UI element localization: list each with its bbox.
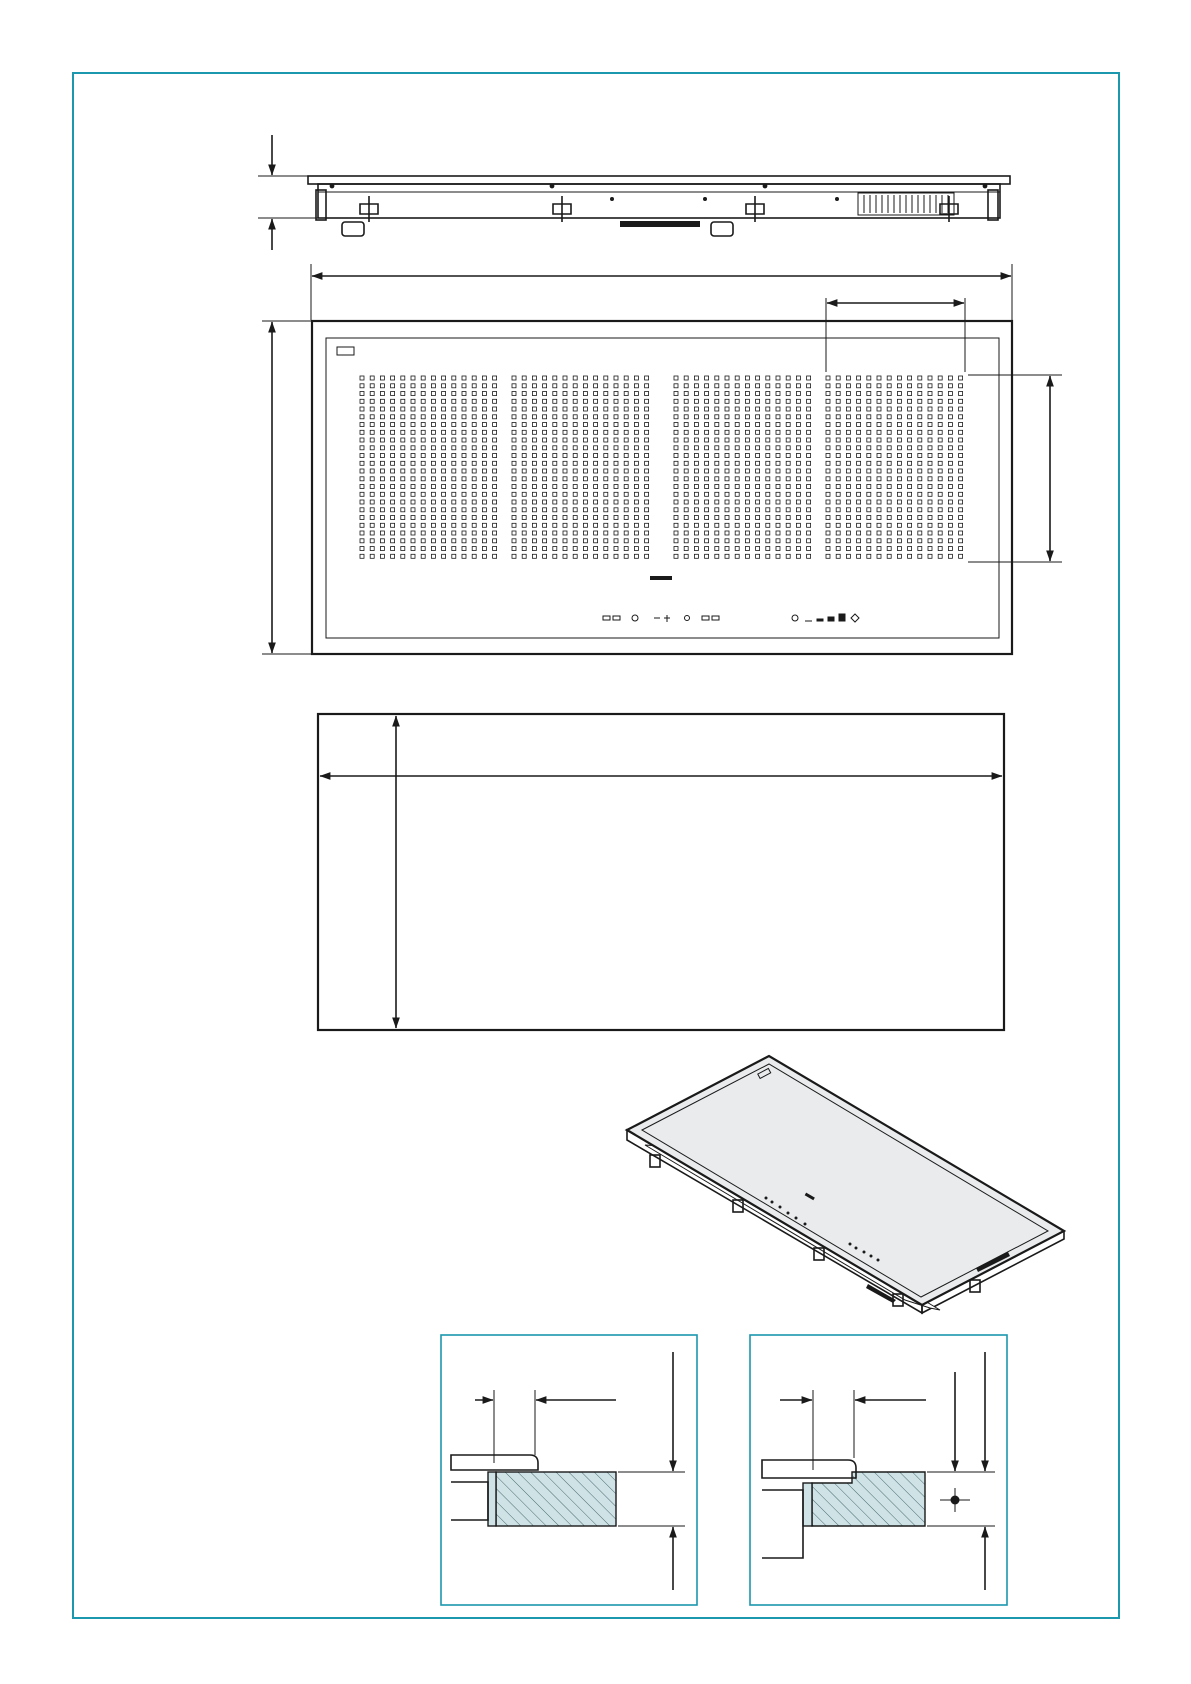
cooking-zone	[674, 376, 811, 558]
cooking-zone	[360, 376, 497, 558]
cooking-zone	[826, 376, 963, 558]
sheet-frame	[73, 73, 1119, 1618]
perspective-view	[627, 1056, 1064, 1313]
induction-zones-grid	[360, 376, 963, 558]
depth-dimension	[262, 321, 312, 654]
zone-width-dimension	[826, 298, 965, 372]
detail-surface-mount	[441, 1335, 697, 1605]
zone-depth-dimension	[968, 375, 1062, 562]
brand-logo	[650, 576, 672, 580]
cooking-zone	[512, 376, 649, 558]
side-view	[258, 135, 1010, 250]
detail-flush-mount	[750, 1335, 1007, 1605]
cutout-view	[318, 714, 1004, 1030]
width-dimension	[311, 264, 1012, 320]
control-panel	[603, 614, 859, 622]
top-view	[312, 321, 1012, 654]
